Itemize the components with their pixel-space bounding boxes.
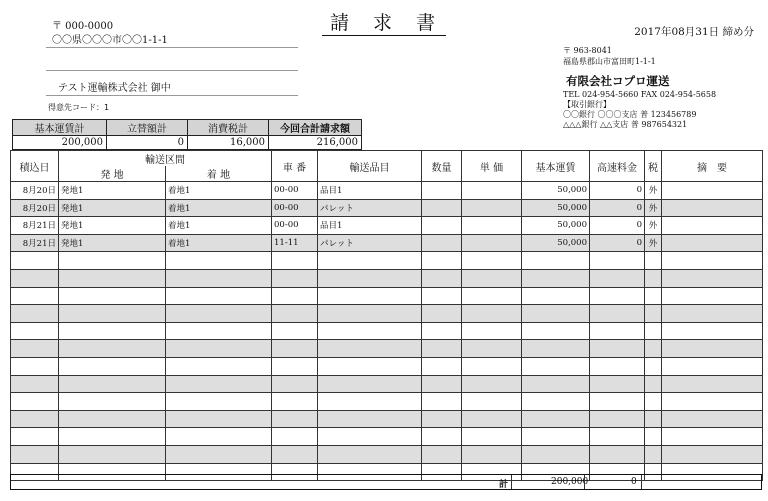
bank-title: 【取引銀行】	[563, 100, 611, 109]
cell-origin	[59, 269, 166, 287]
cell-tax	[645, 445, 662, 463]
cell-vehicle: 00-00	[272, 182, 318, 200]
cell-qty	[422, 269, 462, 287]
cell-base: 50,000	[522, 182, 590, 200]
cell-item: パレット	[318, 234, 422, 252]
cell-tax	[645, 340, 662, 358]
cell-dest: 着地1	[166, 199, 272, 217]
cell-tax	[645, 393, 662, 411]
cell-dest: 着地1	[166, 234, 272, 252]
cell-express	[590, 410, 645, 428]
cell-item	[318, 305, 422, 323]
cell-express	[590, 252, 645, 270]
cell-qty	[422, 375, 462, 393]
summary-header-tax: 消費税計	[188, 120, 269, 136]
recipient-name: テスト運輸株式会社 御中	[58, 83, 171, 94]
cell-unit	[462, 252, 522, 270]
cell-item: 品目1	[318, 217, 422, 235]
cell-unit	[462, 322, 522, 340]
cell-base	[522, 445, 590, 463]
cell-item	[318, 269, 422, 287]
cell-vehicle: 00-00	[272, 217, 318, 235]
document-title: 請 求 書	[0, 8, 768, 35]
cell-vehicle	[272, 252, 318, 270]
cell-note	[662, 217, 763, 235]
cell-vehicle	[272, 287, 318, 305]
cell-express	[590, 357, 645, 375]
cell-base: 50,000	[522, 217, 590, 235]
cell-origin	[59, 410, 166, 428]
cell-express: 0	[590, 182, 645, 200]
divider	[46, 95, 298, 96]
cell-date	[11, 252, 59, 270]
header-tax: 税	[645, 151, 662, 182]
cell-qty	[422, 234, 462, 252]
cell-unit	[462, 445, 522, 463]
cell-express	[590, 375, 645, 393]
cell-origin	[59, 322, 166, 340]
cell-dest	[166, 375, 272, 393]
cell-note	[662, 322, 763, 340]
cell-vehicle	[272, 393, 318, 411]
table-row	[11, 428, 763, 446]
sender-postal: 〒 963-8041	[563, 46, 612, 55]
cell-dest	[166, 357, 272, 375]
cell-qty	[422, 182, 462, 200]
cell-date	[11, 410, 59, 428]
cell-unit	[462, 393, 522, 411]
cell-express: 0	[590, 234, 645, 252]
cell-qty	[422, 428, 462, 446]
cell-unit	[462, 269, 522, 287]
cell-origin	[59, 287, 166, 305]
cell-item	[318, 410, 422, 428]
cell-date	[11, 428, 59, 446]
cell-note	[662, 375, 763, 393]
cell-unit	[462, 340, 522, 358]
cell-dest	[166, 428, 272, 446]
divider	[584, 475, 585, 489]
cell-origin	[59, 428, 166, 446]
cell-express: 0	[590, 199, 645, 217]
header-dest: 着 地	[166, 166, 272, 182]
header-base: 基本運賃	[522, 151, 590, 182]
cell-date	[11, 375, 59, 393]
cell-tax	[645, 410, 662, 428]
sender-company: 有限会社コプロ運送	[566, 74, 670, 88]
summary-value-base: 200,000	[13, 136, 107, 150]
cell-base	[522, 340, 590, 358]
detail-table	[10, 150, 763, 481]
summary-value-tax: 16,000	[188, 136, 269, 150]
table-row	[11, 269, 763, 287]
cell-note	[662, 428, 763, 446]
cell-base	[522, 322, 590, 340]
cell-date	[11, 287, 59, 305]
cell-item	[318, 357, 422, 375]
cell-unit	[462, 199, 522, 217]
cell-tax	[645, 322, 662, 340]
cell-tax	[645, 305, 662, 323]
divider	[46, 70, 298, 71]
summary-value-advance: 0	[107, 136, 188, 150]
cell-origin: 発地1	[59, 199, 166, 217]
cell-vehicle	[272, 357, 318, 375]
cell-qty	[422, 287, 462, 305]
cell-item: 品目1	[318, 182, 422, 200]
cell-date	[11, 393, 59, 411]
table-row	[11, 357, 763, 375]
cell-qty	[422, 357, 462, 375]
header-note: 摘 要	[662, 151, 763, 182]
cell-qty	[422, 199, 462, 217]
cell-date	[11, 357, 59, 375]
cell-base	[522, 357, 590, 375]
cell-unit	[462, 234, 522, 252]
cell-date: 8月20日	[11, 182, 59, 200]
cell-qty	[422, 252, 462, 270]
cell-qty	[422, 217, 462, 235]
cell-express	[590, 428, 645, 446]
cell-express	[590, 287, 645, 305]
bank-2: △△△銀行 △△支店 普 987654321	[563, 120, 688, 129]
header-item: 輸送品目	[318, 151, 422, 182]
bank-1: 〇〇銀行 〇〇〇支店 普 123456789	[563, 110, 697, 119]
header-express: 高速料金	[590, 151, 645, 182]
table-row	[11, 305, 763, 323]
cell-item	[318, 340, 422, 358]
cell-express	[590, 393, 645, 411]
cell-item	[318, 322, 422, 340]
cell-qty	[422, 445, 462, 463]
cell-date	[11, 305, 59, 323]
cell-date: 8月21日	[11, 217, 59, 235]
cell-dest	[166, 322, 272, 340]
cell-base	[522, 410, 590, 428]
cell-express: 0	[590, 217, 645, 235]
cell-origin	[59, 340, 166, 358]
table-row	[11, 375, 763, 393]
cell-vehicle	[272, 428, 318, 446]
total-base: 200,000	[551, 477, 589, 487]
cell-base	[522, 428, 590, 446]
cell-origin: 発地1	[59, 217, 166, 235]
cell-vehicle: 11-11	[272, 234, 318, 252]
cell-dest: 着地1	[166, 217, 272, 235]
cell-unit	[462, 410, 522, 428]
cell-item	[318, 287, 422, 305]
cell-date: 8月21日	[11, 234, 59, 252]
cell-date	[11, 322, 59, 340]
cell-note	[662, 199, 763, 217]
cell-vehicle: 00-00	[272, 199, 318, 217]
cell-vehicle	[272, 375, 318, 393]
cell-origin	[59, 357, 166, 375]
summary-header-total: 今回合計請求額	[269, 120, 362, 136]
header-date: 積込日	[11, 151, 59, 182]
table-row	[11, 234, 763, 252]
cell-note	[662, 269, 763, 287]
cell-dest	[166, 287, 272, 305]
table-row	[11, 182, 763, 200]
divider	[641, 475, 642, 489]
cell-item	[318, 375, 422, 393]
cell-base: 50,000	[522, 199, 590, 217]
cell-base: 50,000	[522, 234, 590, 252]
cell-note	[662, 305, 763, 323]
cell-item	[318, 252, 422, 270]
cell-vehicle	[272, 305, 318, 323]
cell-item	[318, 393, 422, 411]
cell-express	[590, 445, 645, 463]
cell-vehicle	[272, 322, 318, 340]
cell-vehicle	[272, 410, 318, 428]
sender-tel: TEL 024-954-5660 FAX 024-954-5658	[563, 90, 717, 99]
cell-express	[590, 305, 645, 323]
cell-qty	[422, 393, 462, 411]
cell-tax	[645, 428, 662, 446]
table-row	[11, 287, 763, 305]
cell-dest	[166, 305, 272, 323]
cell-express	[590, 340, 645, 358]
total-row	[10, 474, 762, 490]
cell-item	[318, 428, 422, 446]
cell-unit	[462, 217, 522, 235]
table-row	[11, 410, 763, 428]
cell-qty	[422, 410, 462, 428]
table-row	[11, 340, 763, 358]
summary-table	[12, 119, 362, 150]
cell-origin: 発地1	[59, 234, 166, 252]
cell-tax	[645, 269, 662, 287]
cell-dest	[166, 410, 272, 428]
table-row	[11, 199, 763, 217]
cell-note	[662, 234, 763, 252]
customer-code: 得意先コード：1	[48, 103, 110, 112]
total-express: 0	[631, 477, 637, 487]
cell-unit	[462, 305, 522, 323]
cell-unit	[462, 375, 522, 393]
cell-tax: 外	[645, 234, 662, 252]
cell-base	[522, 393, 590, 411]
cell-dest	[166, 445, 272, 463]
cell-note	[662, 357, 763, 375]
cell-tax	[645, 375, 662, 393]
cell-date	[11, 340, 59, 358]
header-vehicle: 車 番	[272, 151, 318, 182]
cell-tax	[645, 287, 662, 305]
cell-dest	[166, 340, 272, 358]
summary-value-total: 216,000	[269, 136, 362, 150]
cell-express	[590, 269, 645, 287]
cell-note	[662, 287, 763, 305]
cell-item: パレット	[318, 199, 422, 217]
cell-tax: 外	[645, 217, 662, 235]
cell-dest	[166, 252, 272, 270]
cell-note	[662, 393, 763, 411]
cell-tax	[645, 252, 662, 270]
cell-dest: 着地1	[166, 182, 272, 200]
header-unit: 単 価	[462, 151, 522, 182]
cell-unit	[462, 182, 522, 200]
cell-dest	[166, 269, 272, 287]
cell-vehicle	[272, 340, 318, 358]
cell-date: 8月20日	[11, 199, 59, 217]
recipient-postal: 〒 000-0000	[52, 21, 114, 32]
summary-header-base: 基本運賃計	[13, 120, 107, 136]
cell-dest	[166, 393, 272, 411]
cell-origin	[59, 305, 166, 323]
cell-note	[662, 445, 763, 463]
cell-base	[522, 287, 590, 305]
cell-base	[522, 305, 590, 323]
header-route: 輸送区間	[59, 151, 272, 167]
cell-note	[662, 340, 763, 358]
cell-vehicle	[272, 269, 318, 287]
cell-qty	[422, 340, 462, 358]
table-row	[11, 217, 763, 235]
header-origin: 発 地	[59, 166, 166, 182]
table-row	[11, 445, 763, 463]
cell-date	[11, 445, 59, 463]
cell-base	[522, 375, 590, 393]
cell-qty	[422, 322, 462, 340]
cell-origin	[59, 252, 166, 270]
cell-note	[662, 410, 763, 428]
cell-origin	[59, 375, 166, 393]
table-row	[11, 393, 763, 411]
cell-origin: 発地1	[59, 182, 166, 200]
cell-tax: 外	[645, 199, 662, 217]
summary-header-advance: 立替額計	[107, 120, 188, 136]
cell-unit	[462, 287, 522, 305]
divider	[511, 475, 512, 489]
cell-qty	[422, 305, 462, 323]
cell-origin	[59, 445, 166, 463]
table-row	[11, 252, 763, 270]
cell-vehicle	[272, 445, 318, 463]
cell-base	[522, 269, 590, 287]
cell-note	[662, 252, 763, 270]
cell-note	[662, 182, 763, 200]
cell-unit	[462, 357, 522, 375]
sender-address: 福島県郡山市富田町1-1-1	[563, 57, 656, 66]
divider	[46, 47, 298, 48]
header-qty: 数量	[422, 151, 462, 182]
recipient-address: 〇〇県〇〇〇市〇〇1-1-1	[52, 35, 168, 46]
table-row	[11, 322, 763, 340]
cell-tax: 外	[645, 182, 662, 200]
cell-tax	[645, 357, 662, 375]
billing-date: 2017年08月31日 締め分	[634, 26, 754, 38]
cell-unit	[462, 428, 522, 446]
cell-origin	[59, 393, 166, 411]
cell-date	[11, 269, 59, 287]
cell-base	[522, 252, 590, 270]
total-label: 計	[499, 480, 509, 490]
cell-item	[318, 445, 422, 463]
cell-express	[590, 322, 645, 340]
